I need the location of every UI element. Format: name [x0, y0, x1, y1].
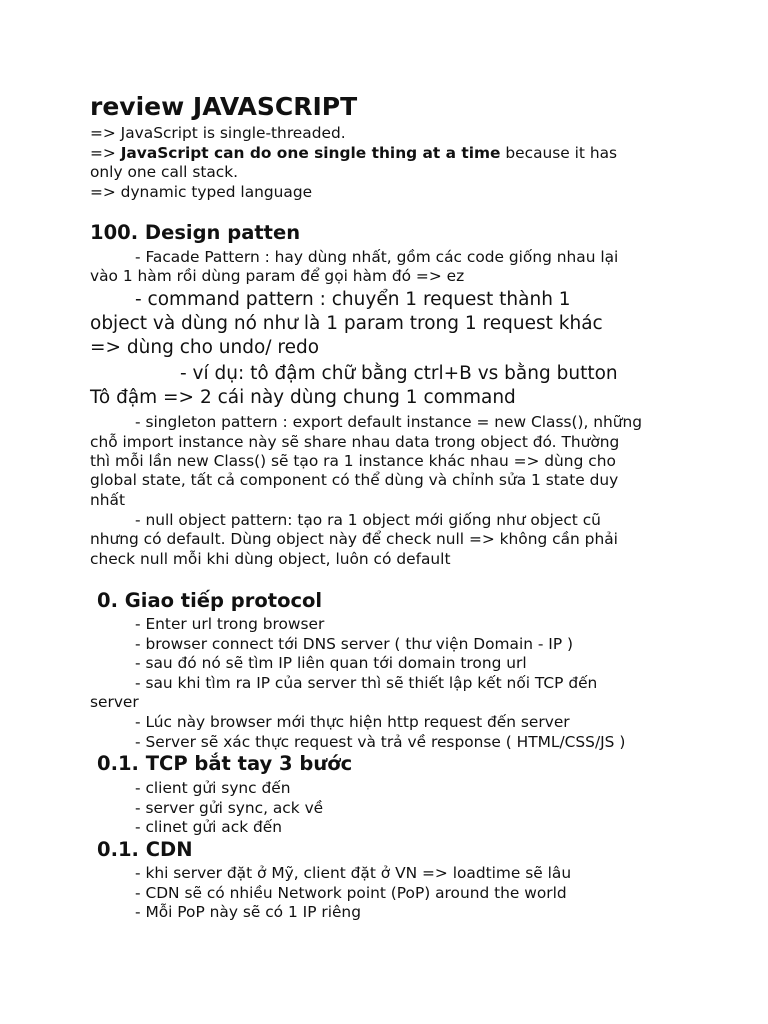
intro-line: only one call stack. [90, 163, 239, 181]
list-item: - CDN sẽ có nhiều Network point (PoP) around the world [135, 884, 567, 902]
list-item: - sau khi tìm ra IP của server thì sẽ thiết lập kết nối TCP đến [135, 674, 598, 692]
command-line: => dùng cho undo/ redo [90, 337, 320, 358]
facade-line: vào 1 hàm rồi dùng param để gọi hàm đó => ez [90, 267, 465, 285]
singleton-line: chỗ import instance này sẽ share nhau data trong object đó. Thường [90, 433, 620, 451]
intro-line: => dynamic typed language [90, 183, 313, 201]
section-heading: 0.1. CDN [97, 838, 193, 861]
nullobj-line: - null object pattern: tạo ra 1 object mới giống như object cũ [135, 511, 601, 529]
command-line: - command pattern : chuyển 1 request thành 1 [135, 289, 571, 310]
intro-bold: JavaScript can do one single thing at a time [120, 144, 501, 162]
list-item: - client gửi sync đến [135, 779, 291, 797]
list-item-wrap: server [90, 693, 139, 711]
list-item: - Lúc này browser mới thực hiện http request đến server [135, 713, 570, 731]
list-item: - clinet gửi ack đến [135, 818, 282, 836]
section-heading: 0. Giao tiếp protocol [97, 589, 323, 612]
nullobj-line: check null mỗi khi dùng object, luôn có default [90, 550, 451, 568]
intro-rest: because it has [500, 144, 618, 162]
list-item: - Mỗi PoP này sẽ có 1 IP riêng [135, 903, 361, 921]
nullobj-line: nhưng có default. Dùng object này để check null => không cần phải [90, 530, 618, 548]
list-item: - sau đó nó sẽ tìm IP liên quan tới domain trong url [135, 654, 527, 672]
intro-arrow: => [90, 144, 121, 162]
facade-line: - Facade Pattern : hay dùng nhất, gồm các code giống nhau lại [135, 248, 619, 266]
example-line: - ví dụ: tô đậm chữ bằng ctrl+B vs bằng button [180, 363, 618, 384]
singleton-line: global state, tất cả component có thể dùng và chỉnh sửa 1 state duy [90, 471, 619, 489]
singleton-line: thì mỗi lần new Class() sẽ tạo ra 1 instance khác nhau => dùng cho [90, 452, 616, 470]
document-title: review JAVASCRIPT [90, 92, 358, 121]
section-heading: 0.1. TCP bắt tay 3 bước [97, 752, 353, 775]
list-item: - Server sẽ xác thực request và trả về response ( HTML/CSS/JS ) [135, 733, 626, 751]
intro-line: => JavaScript is single-threaded. [90, 124, 346, 142]
list-item: - Enter url trong browser [135, 615, 325, 633]
section-heading: 100. Design patten [90, 221, 301, 244]
list-item: - khi server đặt ở Mỹ, client đặt ở VN => loadtime sẽ lâu [135, 864, 572, 882]
example-line: Tô đậm => 2 cái này dùng chung 1 command [90, 387, 516, 408]
list-item: - browser connect tới DNS server ( thư viện Domain - IP ) [135, 635, 574, 653]
intro-line [90, 144, 617, 164]
command-line: object và dùng nó như là 1 param trong 1 request khác [90, 313, 603, 334]
singleton-line: - singleton pattern : export default instance = new Class(), những [135, 413, 643, 431]
singleton-line: nhất [90, 491, 125, 509]
list-item: - server gửi sync, ack về [135, 799, 324, 817]
